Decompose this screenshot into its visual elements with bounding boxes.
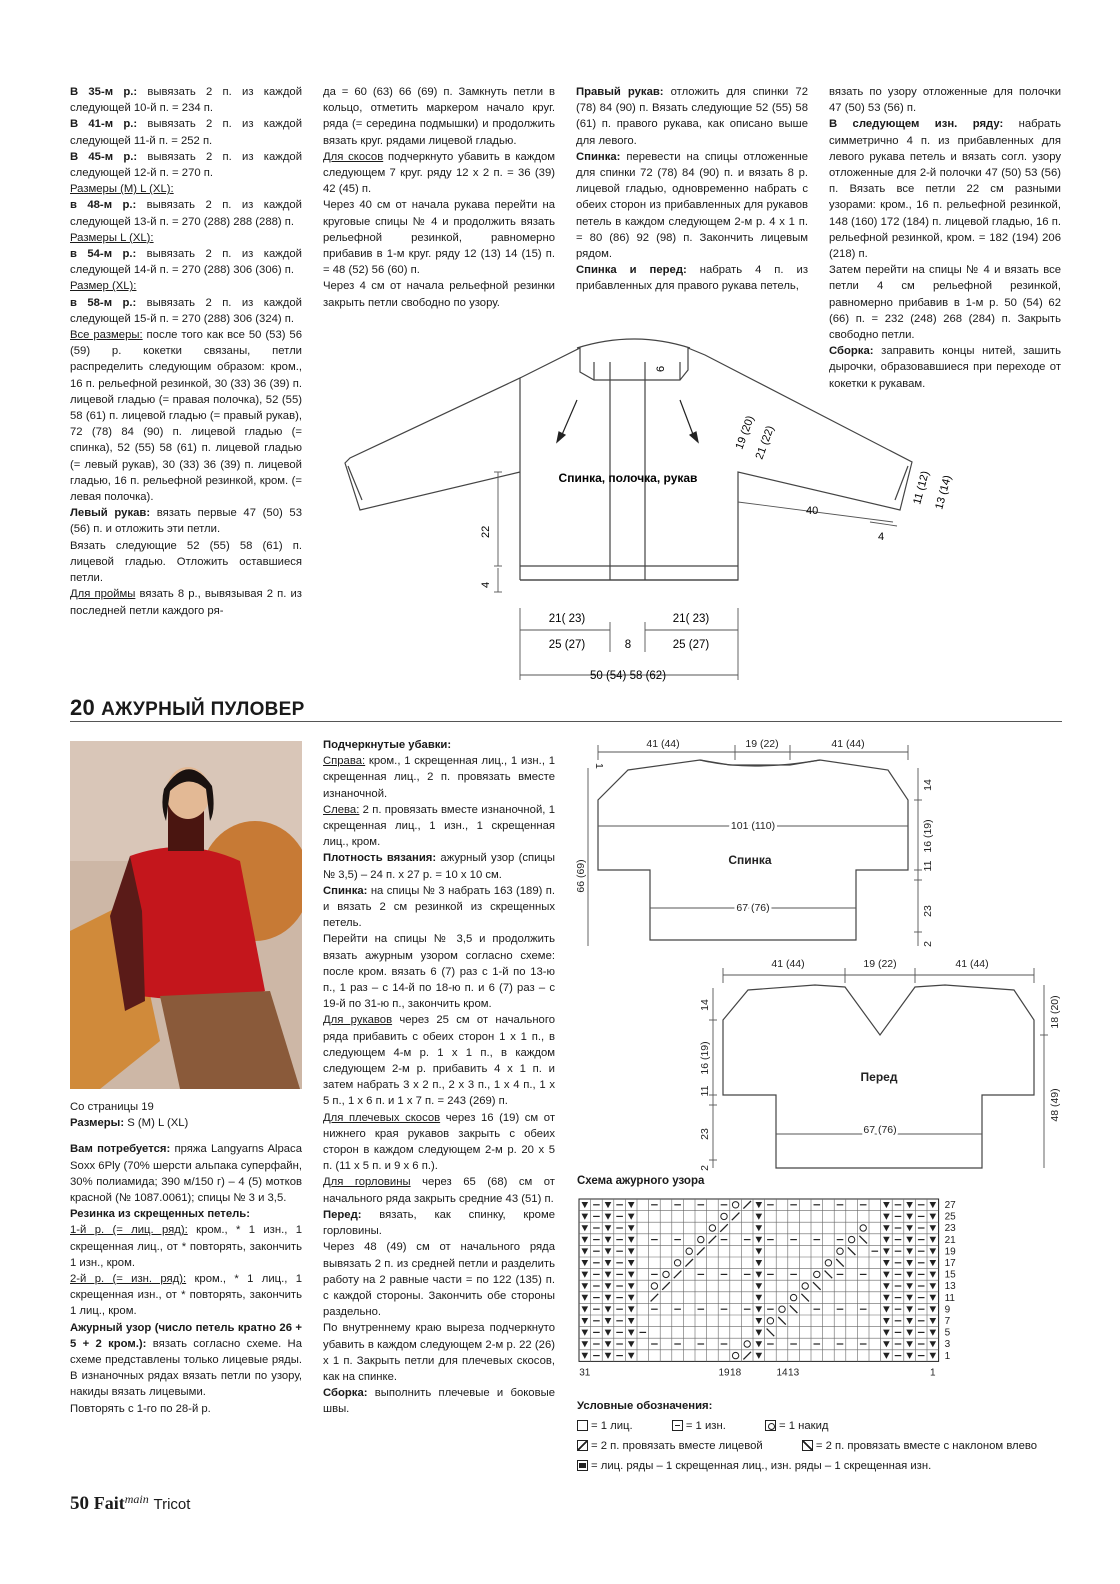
legend-yarnover-label: = 1 накид: [778, 1420, 829, 1432]
front-l4: 23: [699, 1128, 711, 1140]
paragraph-lead: Размеры:: [70, 1117, 125, 1130]
paragraph-text: Через 4 см от начала рельефной резинки закрыть петли свободно по узору.: [323, 280, 555, 309]
ssk-symbol-icon: [802, 1440, 813, 1451]
front-top-b: 19 (22): [863, 958, 897, 970]
back-r4: 23: [922, 905, 934, 917]
paragraph-lead: Для плечевых скосов: [323, 1111, 441, 1124]
paragraph-text: 2 п. провязать вместе изнаночной, 1 скрещенная лиц., 1 изн., 1 скрещенная лиц., кром.: [323, 803, 555, 849]
paragraph-text: да = 60 (63) 66 (69) п. Замкнуть петли в кольцо, отметить маркером начало круг. ряда (= середина подмышки) и продолжить вязать круг. рядами лицевой гладью.: [323, 86, 555, 147]
legend-yarnover: [765, 1420, 847, 1432]
chart-row-label: 23: [944, 1223, 956, 1235]
paragraph-lead: 2-й р. (= изн. ряд):: [70, 1273, 187, 1286]
paragraph-lead: Спинка:: [576, 150, 621, 163]
paragraph: [70, 1320, 302, 1401]
chart-col-label: 14: [776, 1367, 788, 1379]
chart-col-label: 19: [718, 1367, 730, 1379]
legend-purl: [672, 1420, 744, 1432]
paragraph-text: Со страницы 19: [70, 1101, 154, 1113]
front-top-c: 41 (44): [955, 958, 989, 970]
front-r1: 18 (20): [1049, 995, 1061, 1029]
dim-w5: 25 (27): [672, 639, 710, 651]
paragraph-text: пряжа Langyarns Alpaca Soxx 6Ply (70% шерсти альпака суперфайн, 30% полиамида; 390 м/150 г) – 4 (5) мотков красной (№ 1087.0061); спицы № 3 и 3,5.: [70, 1143, 302, 1205]
lace-chart: [577, 1175, 977, 1387]
paragraph-text: кром., 1 скрещенная лиц., 1 изн., 1 скрещенная лиц., 2 п. провязать вместе изнаночной.: [323, 755, 555, 800]
brand-suffix: main: [124, 1492, 149, 1506]
back-r5: 2: [922, 941, 934, 947]
paragraph-lead: Размеры L (XL):: [70, 231, 154, 244]
paragraph-text: отложить для спинки 72 (78) 84 (90) п. Вязать следующие 52 (55) 58 (61) п. правого рукава, как описано выше для левого.: [576, 86, 808, 147]
paragraph-lead: Сборка:: [323, 1387, 368, 1400]
paragraph-text: Перейти на спицы № 3,5 и продолжить вязать ажурным узором согласно схеме: после кром. вязать 6 (7) раз с 1-й по 13-ю п., 1 раз – с 14-й по 18-ю п. и 6 (7) раз – с 19-й по 31-ю п., закончить кром.: [323, 933, 555, 1011]
paragraph: [70, 1206, 302, 1222]
paragraph-text: вязать согласно схеме. На схеме представлены только лицевые ряды. В изнаночных рядах вязать петли по узору, накиды вязать лицевыми.: [70, 1337, 302, 1399]
back-height: 66 (69): [575, 859, 587, 893]
yarnover-symbol-icon: [765, 1420, 776, 1431]
chart-col-label: 1: [930, 1367, 936, 1379]
paragraph: [70, 1222, 302, 1271]
front-l5: 2: [699, 1165, 711, 1171]
back-r3: 11: [922, 860, 934, 872]
dim-slope-b: 21 (22): [753, 424, 777, 462]
legend-knit-label: = 1 лиц.: [591, 1420, 633, 1432]
paragraph-text: вывязать 2 п. из каждой следующей 11-й п. = 252 п.: [70, 118, 303, 147]
legend: [577, 1396, 1077, 1476]
paragraph-lead: Левый рукав:: [70, 507, 151, 520]
paragraph-text: ажурный узор (спицы № 3,5) – 24 п. х 27 р. = 10 х 10 см.: [323, 852, 555, 881]
paragraph-lead: Все размеры:: [70, 329, 143, 342]
dim-cuff-b: 13 (14): [933, 473, 954, 511]
paragraph-text: По внутреннему краю выреза подчеркнуто убавить в каждом следующем 2-м р. 22 (26) х 1 п. Закрыть петли для плечевых скосов, как на спинке.: [323, 1322, 555, 1383]
legend-ssk-label: = 2 п. провязать вместе с наклоном влево: [815, 1440, 1038, 1452]
chart-row-label: 5: [944, 1327, 951, 1339]
chart-row-label: 19: [944, 1246, 956, 1258]
back-r2: 16 (19): [922, 819, 934, 853]
chart-row-label: 7: [944, 1316, 951, 1327]
paragraph-lead: в 54-м р.:: [70, 248, 137, 261]
chart-row-label: 25: [944, 1211, 956, 1223]
paragraph-text: вывязать 2 п. из каждой следующей 10-й п. = 234 п.: [70, 86, 303, 115]
lace-chart-grid: [577, 1197, 977, 1382]
dim-cuff-len: 4: [878, 531, 885, 543]
back-neck-depth: 1: [593, 763, 605, 769]
front-r2: 48 (49): [1049, 1088, 1061, 1122]
dim-body-h: 22: [480, 525, 492, 538]
paragraph-text: через 65 (68) см от начального ряда закрыть средние 43 (51) п.: [323, 1176, 555, 1205]
paragraph: [70, 1401, 302, 1417]
paragraph-text: вывязать 2 п. из каждой следующей 12-й п. = 270 п.: [70, 150, 303, 180]
twisted-stitch-symbol-icon: [577, 1460, 588, 1471]
brand-name: Fait: [93, 1493, 125, 1513]
paragraph-lead: Для скосов: [323, 150, 384, 163]
legend-title: Условные обозначения:: [577, 1400, 713, 1412]
chart-col-label: 18: [730, 1367, 742, 1379]
legend-k2tog-label: = 2 п. провязать вместе лицевой: [591, 1440, 763, 1452]
paragraph-text: Затем перейти на спицы № 4 и вязать все петли 4 см рельефной резинкой, равномерно прибавив в 1-м р. 50 (54) 62 (66) п. = 232 (248) 268 (284) п. Закрыть свободно петли.: [829, 264, 1061, 342]
legend-k2tog: [577, 1440, 781, 1452]
paragraph-text: набрать симметрично 4 п. из прибавленных для левого рукава петель и вязать согл. узору отложенные для 2-й полочки 47 (50) 53 (56) п. Вязать все петли 22 см разными узорами: кром., 16 п. рельефной резинкой, 148 (160) 172 (184) п. лицевой гладью, 16 п. рельефной резинкой, кром. = 182 (194) 206 (218) п.: [829, 118, 1062, 261]
back-r1: 14: [922, 779, 934, 791]
dim-w2: 21( 23): [672, 613, 710, 625]
chart-row-label: 1: [944, 1350, 951, 1362]
paragraph-text: перевести на спицы отложенные для спинки 72 (78) 84 (90) п. и вязать 8 р. лицевой гладью, одновременно набрать с обеих сторон из прибавленных для рукавов петель в каждом следующем 2-м р. 4 х 1 п. = 80 (86) 92 (98) п. Закончить лицевым рядом.: [576, 150, 808, 261]
paragraph-lead: Сборка:: [829, 345, 874, 358]
back-chest: 101 (110): [730, 820, 776, 832]
paragraph-text: Повторять с 1-го по 28-й р.: [70, 1402, 211, 1415]
k2tog-symbol-icon: [577, 1440, 588, 1451]
paragraph-text: вязать 8 р., вывязывая 2 п. из последней петли каждого ря-: [70, 588, 302, 617]
paragraph-lead: Размер (XL):: [70, 280, 137, 293]
back-label: Спинка: [728, 853, 772, 867]
knit-symbol-icon: [577, 1420, 588, 1431]
paragraph-lead: 1-й р. (= лиц. ряд):: [70, 1224, 188, 1237]
page-footer: [70, 1492, 190, 1515]
paragraph-text: вязать, как спинку, кроме горловины.: [323, 1208, 555, 1238]
legend-ssk: [802, 1440, 1055, 1452]
paragraph-lead: В 41-м р.:: [70, 118, 138, 131]
paragraph-lead: в 58-м р.:: [70, 296, 137, 309]
paragraph-text: вывязать 2 п. из каждой следующей 13-й п. = 270 (288) 288 (288) п.: [70, 199, 302, 228]
dim-w4: 8: [624, 639, 632, 651]
paragraph-lead: Слева:: [323, 803, 360, 816]
paragraph-lead: Перед:: [323, 1208, 362, 1221]
paragraph-lead: Спинка:: [323, 884, 368, 897]
page-number: 50: [70, 1493, 89, 1514]
chart-row-label: 21: [944, 1234, 956, 1246]
paragraph-text: вязать по узору отложенные для полочки 47 (50) 53 (56) п.: [829, 86, 1061, 115]
dim-slope-a: 19 (20): [733, 414, 757, 452]
dim-w3: 25 (27): [548, 639, 586, 651]
dim-sleeve: 40: [806, 505, 819, 517]
paragraph-text: Через 40 см от начала рукава перейти на круговые спицы № 4 и продолжить вязать рельефной резинкой, равномерно прибавив в 1-м круг. ряду 12 (13) 14 (15) п. = 48 (52) 56 (60) п.: [323, 199, 555, 277]
section-number: 20: [70, 695, 96, 720]
paragraph-text: набрать 4 п. из прибавленных для правого рукава петель,: [576, 264, 809, 293]
paragraph-text: заправить концы нитей, зашить дырочки, образовавшиеся при переходе от кокетки к рукавам.: [829, 345, 1061, 390]
purl-symbol-icon: [672, 1420, 683, 1431]
back-top-a: 41 (44): [646, 738, 680, 750]
dim-rib-h: 4: [480, 581, 492, 588]
chart-row-label: 27: [944, 1200, 956, 1211]
front-l3: 11: [699, 1085, 711, 1097]
paragraph-text: на спицы № 3 набрать 163 (189) п. и вязать 2 см резинкой из скрещенных петель.: [323, 884, 555, 930]
dim-w1: 21( 23): [548, 613, 586, 625]
paragraph-text: S (M) L (XL): [124, 1117, 189, 1130]
paragraph-lead: В следующем изн. ряду:: [829, 118, 1004, 131]
legend-purl-label: = 1 изн.: [685, 1420, 726, 1432]
paragraph-text: вывязать 2 п. из каждой следующей 15-й п. = 270 (288) 306 (324) п.: [70, 296, 302, 325]
paragraph-lead: в 48-м р.:: [70, 199, 137, 212]
paragraph-lead: Ажурный узор (число петель кратно 26 + 5 + 2 кром.):: [70, 1321, 302, 1350]
dim-neck: 6: [655, 365, 667, 372]
paragraph-lead: В 45-м р.:: [70, 150, 138, 163]
diagram-label: Спинка, полочка, рукав: [558, 471, 698, 485]
paragraph-text: подчеркнуто убавить в каждом следующем 7 круг. ряду 12 х 2 п. = 36 (39) 42 (45) п.: [323, 150, 555, 196]
chart-row-label: 3: [944, 1339, 951, 1351]
paragraph-text: Через 48 (49) см от начального ряда вывязать 2 п. из средней петли и разделить работу на 2 равные части = по 122 (135) п. с каждой стороны. Закончить обе стороны раздельно.: [323, 1241, 555, 1319]
chart-row-label: 15: [944, 1269, 956, 1281]
paragraph-text: выполнить плечевые и боковые швы.: [323, 1387, 555, 1416]
paragraph: [323, 1207, 555, 1239]
chart-row-label: 11: [944, 1292, 955, 1304]
dim-cuff-a: 11 (12): [911, 469, 932, 506]
paragraph: [70, 1271, 302, 1320]
legend-twisted-label: = лиц. ряды – 1 скрещенная лиц., изн. ряды – 1 скрещенная изн.: [591, 1460, 932, 1472]
back-top-b: 19 (22): [745, 738, 779, 750]
paragraph-lead: В 35-м р.:: [70, 86, 138, 98]
paragraph-lead: Вам потребуется:: [70, 1143, 171, 1156]
back-top-c: 41 (44): [831, 738, 865, 750]
paragraph-text: кром., * 1 изн., 1 скрещенная лиц., от * повторять, закончить 1 изн., кром.: [70, 1224, 303, 1269]
paragraph-text: через 25 см от начального ряда прибавить с обеих сторон 1 х 1 п., в следующем 4-м р. 1 х 1 п., в каждом следующем 2-м р. прибавить 4 х 1 п. и затем набрать 3 х 2 п., 2 х 3 п., 1 х 4 п., 1 х 5 п., 1 х 6 п. и 1 х 7 п. = 243 (269) п.: [323, 1014, 555, 1108]
paragraph-text: кром., * 1 лиц., 1 скрещенная изн., от * повторять, закончить 1 лиц., кром.: [70, 1273, 303, 1318]
section-heading: АЖУРНЫЙ ПУЛОВЕР: [101, 699, 305, 720]
front-label: Перед: [860, 1070, 898, 1084]
paragraph-lead: Правый рукав:: [576, 86, 664, 98]
paragraph: [323, 1239, 555, 1320]
paragraph-text: через 16 (19) см от нижнего края рукавов закрыть с обеих сторон в каждом следующем 2-м р. 20 х 5 п. (11 х 5 п. и 9 х 6 п.).: [323, 1111, 555, 1173]
paragraph-text: Вязать следующие 52 (55) 58 (61) п. лицевой гладью. Отложить оставшиеся петли.: [70, 539, 302, 585]
dim-total: 50 (54) 58 (62): [589, 670, 667, 682]
front-hem: 67 (76): [863, 1124, 897, 1136]
front-top-a: 41 (44): [771, 958, 805, 970]
paragraph: [323, 1385, 555, 1417]
back-hem: 67 (76): [736, 902, 770, 914]
legend-knit: [577, 1420, 651, 1432]
front-l2: 16 (19): [699, 1041, 711, 1075]
paragraph: [323, 1320, 555, 1385]
paragraph-lead: Для рукавов: [323, 1014, 393, 1027]
paragraph-lead: Резинка из скрещенных петель:: [70, 1208, 250, 1221]
paragraph-lead: Плотность вязания:: [323, 852, 437, 865]
paragraph-lead: Подчеркнутые убавки:: [323, 739, 452, 751]
paragraph-lead: Для горловины: [323, 1176, 411, 1189]
paragraph-lead: Справа:: [323, 755, 366, 768]
paragraph-lead: Для проймы: [70, 588, 136, 601]
chart-row-label: 9: [944, 1304, 951, 1316]
chart-row-label: 13: [944, 1281, 956, 1293]
paragraph-text: после того как все 50 (53) 56 (59) р. кокетки связаны, петли распределить следующим образом: кром., 16 п. рельефной резинкой, 30 (33) 36 (39) п. лицевой гладью (= правая полочка), 52 (55) 58 (61) п. лицевой гладью (= правый рукав), 72 (78) 84 (90) п. лицевой гладью (= спинка), 52 (55) 58 (61) п. лицевой гладью (= левый рукав), 30 (33) 36 (39) п. лицевой гладью, 16 п. рельефной резинкой, кром. (= левая полочка).: [70, 329, 302, 504]
magazine-name: Tricot: [153, 1496, 191, 1513]
chart-col-label: 31: [579, 1367, 591, 1379]
paragraph-lead: Размеры (M) L (XL):: [70, 183, 174, 196]
paragraph-text: вывязать 2 п. из каждой следующей 14-й п. = 270 (288) 306 (306) п.: [70, 248, 302, 277]
paragraph-text: вязать первые 47 (50) 53 (56) п. и отложить эти петли.: [70, 507, 302, 536]
chart-col-label: 13: [788, 1367, 800, 1379]
paragraph-lead: Спинка и перед:: [576, 264, 687, 277]
chart-row-label: 17: [944, 1258, 956, 1269]
front-l1: 14: [699, 999, 711, 1011]
legend-twisted: [577, 1460, 949, 1472]
chart-title: Схема ажурного узора: [577, 1175, 705, 1187]
